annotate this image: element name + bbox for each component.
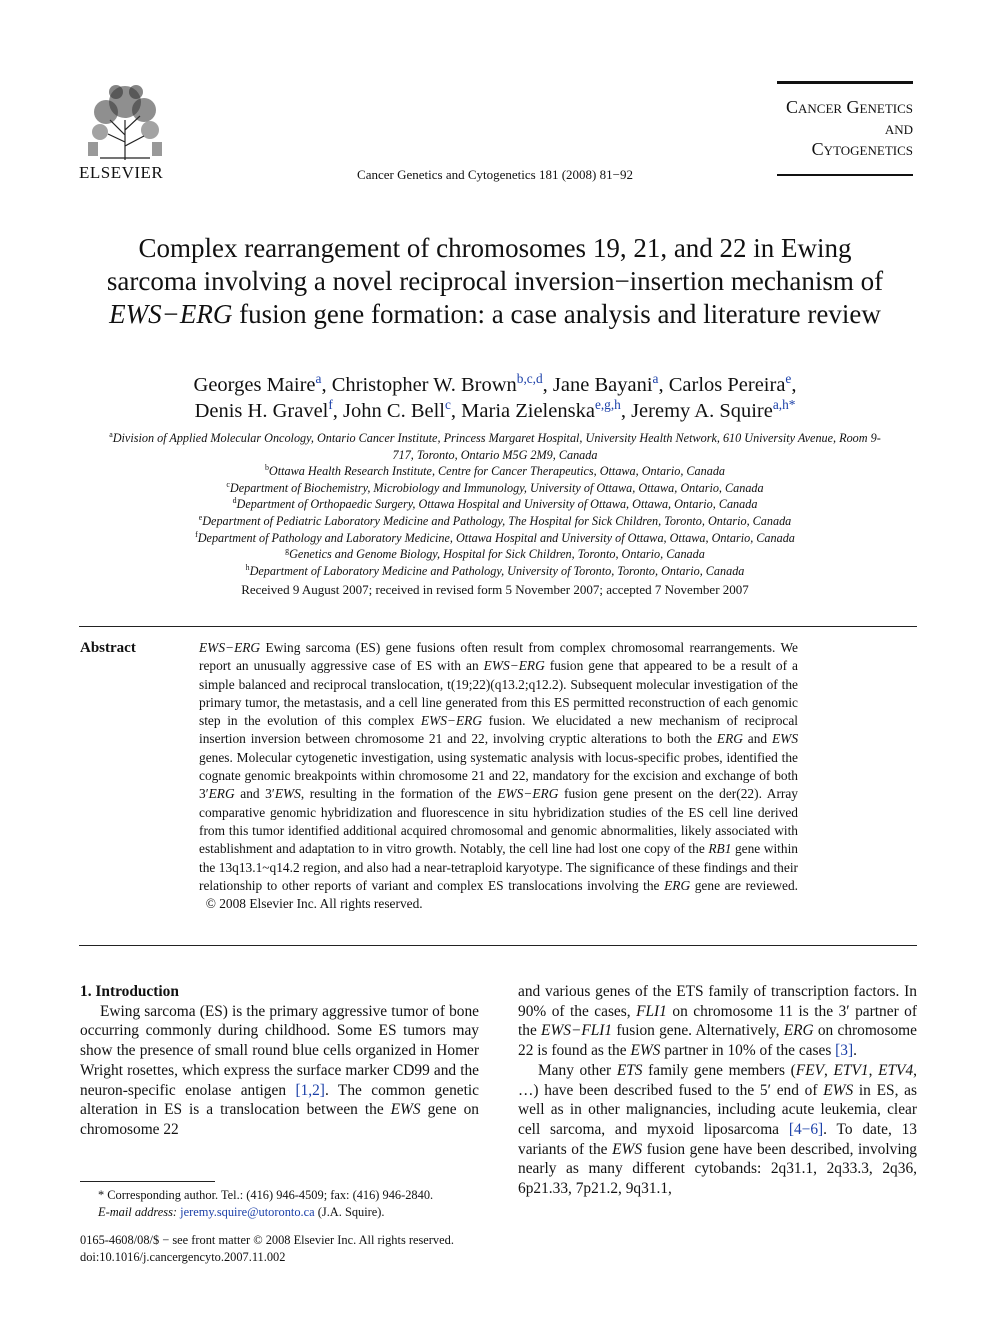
left-column [80, 982, 479, 1140]
affiliation-item [100, 480, 890, 497]
brand-rule-bottom [777, 174, 913, 176]
author-affiliation-marker[interactable]: a [315, 371, 322, 387]
affiliation-text: Department of Biochemistry, Microbiology and Immunology, University of Ottawa, Ottawa, Ontario, Canada [229, 480, 764, 495]
text-segment: FEV [795, 1061, 825, 1079]
text-segment: in ES, as well as in other malignancies, including acute leukemia, clear cell sarcoma, and myxoid liposarcoma [518, 1081, 917, 1138]
author-name: Carlos Pereira [668, 374, 786, 396]
abstract-segment: fusion gene that appeared to be a result of a simple balanced and reciprocal translocation, t(19;22)(q13.2;q12.2). Subsequent molecular investigation of the primary tumor, the metastasis, and a cell line generated from this ES permitted reconstruction of each genomic step in the evolution of this complex [199, 658, 798, 729]
affiliation-key: h [245, 562, 250, 572]
author-affiliation-marker[interactable]: a [652, 371, 659, 387]
email-link[interactable]: jeremy.squire@utoronto.ca [180, 1205, 315, 1219]
article-title [100, 232, 890, 331]
publisher-name: ELSEVIER [79, 163, 164, 182]
title-part-2: fusion gene formation: a case analysis and literature review [232, 299, 881, 329]
email-label: E-mail address: [98, 1205, 178, 1219]
text-segment: Ewing sarcoma (ES) is the primary aggressive tumor of bone occurring commonly during childhood. Some ES tumors may show the presence of small round blue cells organized in Homer Wright rosettes, which express the surface marker CD99 and the neuron-specific enolase antigen [80, 1002, 479, 1099]
abstract-segment: ERG [208, 786, 235, 802]
publication-info [80, 1232, 510, 1266]
author-affiliation-marker[interactable]: f [328, 397, 333, 413]
abstract-segment: RB1 [708, 841, 732, 857]
email-note [80, 1204, 500, 1221]
citation-link[interactable]: [4−6] [788, 1120, 824, 1138]
affiliation-key: f [195, 529, 198, 539]
affiliation-text: Ottawa Health Research Institute, Centre for Cancer Therapeutics, Ottawa, Ontario, Canada [268, 464, 726, 479]
abstract-segment: EWS−ERG [497, 786, 559, 802]
affiliation-text: Department of Orthopaedic Surgery, Ottawa Hospital and University of Ottawa, Ottawa, Ontario, Canada [236, 497, 758, 512]
text-segment: EWS [823, 1081, 854, 1099]
abstract-heading: Abstract [80, 640, 136, 656]
author-affiliation-marker[interactable]: b,c,d [516, 371, 543, 387]
journal-brand [760, 97, 913, 160]
footnote-rule [80, 1181, 215, 1182]
text-segment: partner in 10% of the cases [660, 1042, 836, 1060]
abstract-segment: EWS−ERG [199, 640, 261, 655]
affiliation-text: Division of Applied Molecular Oncology, Ontario Cancer Institute, Princess Margaret Hospital, University Health Network, 610 University Avenue, Room 9-717, Toronto, Ontario M5G 2M9, Canada [112, 431, 881, 462]
section-heading: 1. Introduction [80, 983, 179, 1000]
abstract-segment: EWS [274, 786, 301, 802]
text-segment: and various genes of the ETS family of transcription factors. In 90% of the cases, [518, 983, 917, 1020]
text-segment: ETV1 [833, 1061, 869, 1079]
text-segment: fusion gene have been described, involving nearly as many different cytobands: 2q31.1, 2q33.3, 2q36, 6p21.33, 7p21.2, 9q31.1, [518, 1140, 917, 1198]
abstract-segment: fusion. We elucidated a new mechanism of reciprocal insertion inversion between chromosome 21 and 22, involving cryptic alterations to both the [199, 713, 798, 747]
affiliation-key: g [285, 546, 290, 556]
author-affiliation-marker[interactable]: e [785, 371, 792, 387]
brand-rule-top [777, 81, 913, 84]
abstract-segment: fusion gene present on the der(22). Array comparative genomic hybridization and fluorescence in situ hybridization studies of the ES cell line derived from this tumor identified additional acquired chromosomal and genomic abnormalities, likely associated with establishment and adaptation to in vitro growth. Notably, the cell line had lost one copy of the [199, 786, 798, 857]
issn-line: 0165-4608/08/$ − see front matter © 2008 Elsevier Inc. All rights reserved. [80, 1233, 454, 1247]
author-name: Christopher W. Brown [331, 374, 517, 396]
email-owner: (J.A. Squire). [317, 1205, 385, 1219]
intro-paragraph-2 [518, 1061, 917, 1199]
author-affiliation-marker[interactable]: a,h* [772, 397, 796, 413]
abstract-rule-bottom [79, 945, 917, 946]
text-segment: EWS [612, 1140, 643, 1158]
author-name: Jane Bayani [552, 374, 653, 396]
text-segment: , …) have been described fused to the 5′ end of [518, 1061, 917, 1099]
affiliation-item [100, 430, 890, 463]
abstract-segment: genes. Molecular cytogenetic investigation, using systematic analysis with locus-specific probes, identified the cognate genomic breakpoints within chromosome 21 and 22, mandatory for the excision and exchange of both 3′ [199, 749, 798, 802]
citation-link[interactable]: [3] [835, 1042, 854, 1060]
text-segment: , [868, 1061, 879, 1079]
abstract-segment: and 3′ [234, 786, 275, 802]
abstract-segment: gene are reviewed. © 2008 Elsevier Inc. All rights reserved. [199, 877, 798, 912]
affiliation-text: Department of Pathology and Laboratory Medicine, Ottawa Hospital and University of Ottawa, Ottawa, Ontario, Canada [197, 530, 795, 545]
affiliation-text: Department of Pediatric Laboratory Medicine and Pathology, The Hospital for Sick Children, Toronto, Ontario, Canada [202, 513, 792, 528]
text-segment: gene on chromosome 22 [80, 1101, 480, 1138]
text-segment: , [824, 1061, 834, 1079]
author-name: Maria Zielenska [461, 400, 595, 422]
affiliation-item [100, 463, 890, 480]
brand-line-2: and [884, 118, 913, 138]
affiliation-item [100, 496, 890, 513]
text-segment: FLI1 [636, 1002, 667, 1020]
text-segment: . To date, 13 variants of the [518, 1120, 917, 1158]
affiliation-item [100, 513, 890, 530]
affiliation-key: a [109, 429, 113, 439]
received-dates: Received 9 August 2007; received in revised form 5 November 2007; accepted 7 November 2007 [241, 582, 749, 597]
abstract-segment: gene within the 13q13.1~q14.2 region, and also had a near-tetraploid karyotype. The significance of these findings and their relationship to other reports of variant and complex ES translocations involving the [199, 841, 798, 893]
abstract-segment: ERG [664, 877, 691, 893]
affiliation-key: c [226, 479, 230, 489]
text-segment: Many other [538, 1061, 617, 1079]
text-segment: on chromosome 22 is found as the [518, 1022, 917, 1060]
text-segment: ERG [783, 1022, 814, 1040]
text-segment: EWS−FLI1 [541, 1022, 613, 1040]
abstract-text [199, 639, 798, 913]
text-segment: EWS [390, 1101, 421, 1119]
text-segment: family gene members ( [642, 1061, 796, 1079]
affiliation-key: e [198, 512, 203, 522]
affiliation-item [100, 530, 890, 547]
affiliation-text: Genetics and Genome Biology, Hospital for Sick Children, Toronto, Ontario, Canada [289, 547, 705, 562]
abstract-segment: EWS−ERG [420, 713, 482, 729]
abstract-segment: , resulting in the formation of the [300, 786, 498, 802]
affiliation-text: Department of Laboratory Medicine and Pathology, University of Toronto, Toronto, Ontario, Canada [249, 563, 745, 578]
author-name: John C. Bell [343, 400, 445, 422]
brand-line-3: Cytogenetics [811, 139, 913, 159]
affiliation-key: b [264, 463, 269, 473]
text-segment: ETV4 [878, 1061, 914, 1079]
corresponding-author-note: * Corresponding author. Tel.: (416) 946-4509; fax: (416) 946-2840. [98, 1188, 434, 1202]
affiliation-item [100, 546, 890, 563]
author-name: Georges Maire [193, 374, 316, 396]
doi-line[interactable]: doi:10.1016/j.cancergencyto.2007.11.002 [80, 1250, 286, 1264]
author-name: Denis H. Gravel [194, 400, 329, 422]
author-list: Georges Maire$^a$, Christopher W. Brown$^{b,c,d}$, Jane Bayani$^a$, Carlos Pereira$^e$, Denis H. Gravel$^f$, John C. Bell$^c$, Maria Zielenska$^{e,g,h}$, Jeremy A. Squire$^{a,h*}$ [193, 371, 797, 422]
intro-paragraph-1-cont [518, 982, 917, 1061]
text-segment: . The common genetic alteration in ES is a translocation between the [80, 1081, 479, 1119]
footnotes [80, 1187, 500, 1221]
abstract-segment: ERG [716, 731, 743, 747]
abstract-segment: EWS [771, 731, 799, 747]
title-part-1: Complex rearrangement of chromosomes 19, 21, and 22 in Ewing sarcoma involving a novel reciprocal inversion−insertion mechanism of [106, 233, 884, 296]
text-segment: ETS [616, 1061, 643, 1079]
text-segment: on chromosome 11 is the 3′ partner of the [518, 1002, 917, 1040]
title-gene: EWS−ERG [109, 299, 233, 329]
text-segment: fusion gene. Alternatively, [612, 1022, 784, 1040]
abstract-rule-top [79, 626, 917, 627]
intro-paragraph-1 [80, 1002, 479, 1140]
affiliation-item [100, 563, 890, 580]
brand-line-1: Cancer Genetics [785, 97, 913, 117]
text-segment: . [853, 1042, 857, 1060]
right-column [518, 982, 917, 1199]
author-affiliation-marker[interactable]: e,g,h [594, 397, 621, 413]
abstract-segment: and [742, 731, 772, 747]
abstract-segment: EWS−ERG [483, 658, 545, 674]
author-affiliation-marker[interactable]: c [445, 397, 451, 413]
text-segment: EWS [630, 1042, 661, 1060]
citation-link[interactable]: [1,2] [295, 1081, 325, 1099]
author-name: Jeremy A. Squire [631, 400, 773, 422]
abstract-segment: Ewing sarcoma (ES) gene fusions often result from complex chromosomal rearrangements. We report an unusually aggressive case of ES with an [199, 640, 798, 674]
journal-citation: Cancer Genetics and Cytogenetics 181 (2008) 81−92 [357, 167, 633, 182]
affiliation-key: d [232, 496, 237, 506]
affiliations [100, 430, 890, 579]
